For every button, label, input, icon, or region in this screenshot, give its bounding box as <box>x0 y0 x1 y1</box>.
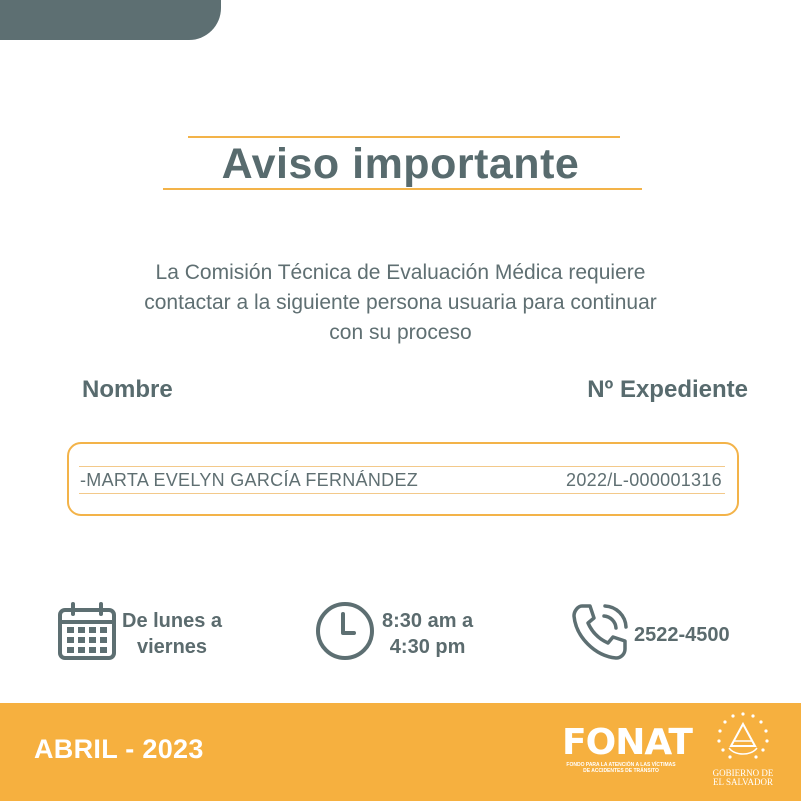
hours-line-2: 4:30 pm <box>389 635 466 658</box>
title-rule-top <box>188 136 620 138</box>
fonat-logo <box>562 724 692 784</box>
government-text <box>706 769 780 787</box>
days-text <box>122 608 222 660</box>
info-hours <box>314 600 473 667</box>
title-block <box>0 136 801 192</box>
government-text-line-1: GOBIERNO DE <box>712 768 774 778</box>
info-days <box>56 600 222 667</box>
clock-icon <box>314 600 376 667</box>
government-logo <box>706 710 780 796</box>
phone-icon <box>568 600 632 669</box>
hours-line-1: 8:30 am a <box>382 609 474 632</box>
footer-date: ABRIL - 2023 <box>34 734 204 764</box>
corner-tab <box>0 0 221 40</box>
days-line-1: De lunes a <box>122 609 223 632</box>
record-expediente: 2022/L-000001316 <box>566 470 722 490</box>
record-name: -MARTA EVELYN GARCÍA FERNÁNDEZ <box>80 470 419 490</box>
hours-text <box>382 608 473 660</box>
page-title: Aviso importante <box>221 140 580 188</box>
record-rule-bottom <box>79 493 725 494</box>
fonat-wordmark: FONAT <box>562 722 692 763</box>
coat-of-arms-icon <box>713 751 773 768</box>
intro-line-2: contactar a la siguiente persona usuaria para continuar <box>144 291 657 314</box>
info-phone <box>568 600 730 669</box>
column-header-expediente: Nº Expediente <box>587 376 748 403</box>
fonat-subtitle-line-2: DE ACCIDENTES DE TRÁNSITO <box>583 768 659 774</box>
record-rule-top <box>79 466 725 467</box>
phone-number: 2522-4500 <box>634 623 730 646</box>
intro-paragraph <box>60 258 741 348</box>
title-rule-bottom <box>163 188 642 190</box>
fonat-subtitle-line-1: FONDO PARA LA ATENCIÓN A LAS VÍCTIMAS <box>566 762 676 768</box>
intro-line-3: con su proceso <box>329 321 472 344</box>
column-header-name: Nombre <box>82 376 173 403</box>
government-text-line-2: EL SALVADOR <box>713 777 773 787</box>
calendar-icon <box>56 600 118 667</box>
intro-line-1: La Comisión Técnica de Evaluación Médica requiere <box>155 261 646 284</box>
days-line-2: viernes <box>136 635 208 658</box>
fonat-subtitle <box>562 762 680 774</box>
